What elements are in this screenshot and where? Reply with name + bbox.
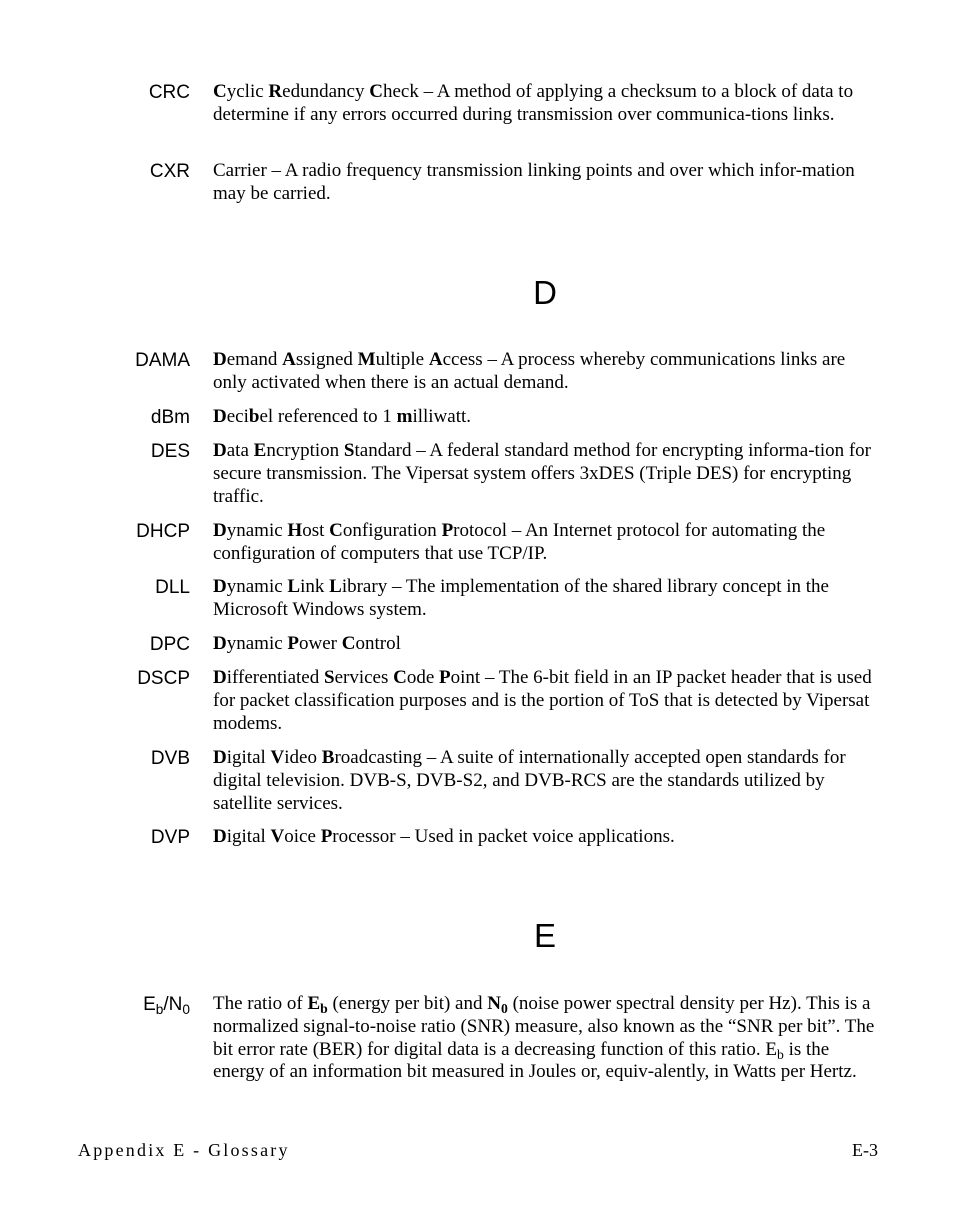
entry-term: CXR [149, 161, 190, 182]
entry-definition: The ratio of $E_b$ (energy per bit) and $N_0$ (noise power spectral density per Hz). This is a normalized signal-to-noise ratio (SNR) measure, also known as the “SNR per bit”. The bit error rate (BER) for digital data is a decreasing function of this ratio. $E_b$ is the energy of an information bit measured in Joules or, equiv-alently, in Watts per Hertz. [213, 993, 875, 1083]
entry-term: DSCP [137, 668, 190, 689]
footer-page-number: E-3 [852, 1140, 878, 1160]
entry-term: DPC [149, 634, 190, 655]
entry-definition: Dynamic Link Library – The implementation of the shared library concept in the Microsoft Windows system. [213, 576, 829, 620]
entry-definition: Cyclic Redundancy Check – A method of applying a checksum to a block of data to determine if any errors occurred during transmission over communica-tions links. [213, 81, 854, 125]
entry-term: dBm [150, 407, 190, 428]
entry-term: DLL [155, 577, 190, 598]
entry-term: CRC [148, 82, 190, 103]
entry-definition: Digital Video Broadcasting – A suite of internationally accepted open standards for digital television. DVB-S, DVB-S2, and DVB-RCS are the standards utilized by satellite services. [213, 747, 846, 814]
entry-definition: Decibel referenced to 1 milliwatt. [213, 406, 472, 427]
entry-term: DVP [150, 827, 190, 848]
entry-term: DES [150, 441, 190, 462]
entry-term: DAMA [135, 350, 190, 371]
section-heading-d: D [533, 274, 557, 311]
entry-definition: Dynamic Power Control [213, 633, 401, 654]
entry-term: $E_b/N_0$ [143, 994, 190, 1017]
entry-definition: Carrier – A radio frequency transmission linking points and over which infor-mation may be carried. [213, 160, 855, 204]
entry-definition: Data Encryption Standard – A federal standard method for encrypting informa-tion for secure transmission. The Vipersat system offers 3xDES (Triple DES) for encrypting traffic. [213, 440, 872, 507]
entry-definition: Dynamic Host Configuration Protocol – An Internet protocol for automating the configuration of computers that use TCP/IP. [213, 520, 826, 564]
section-heading-e: E [533, 917, 556, 954]
entry-definition: Differentiated Services Code Point – The 6-bit field in an IP packet header that is used for packet classification purposes and is the portion of ToS that is detected by Vipersat modems. [213, 667, 872, 734]
entry-term: DHCP [136, 521, 190, 542]
entry-definition: Digital Voice Processor – Used in packet voice applications. [213, 826, 675, 847]
entry-definition: Demand Assigned Multiple Access – A process whereby communications links are only activated when there is an actual demand. [213, 349, 846, 393]
footer-section-title: Appendix E - Glossary [78, 1140, 290, 1160]
entry-term: DVB [150, 748, 190, 769]
